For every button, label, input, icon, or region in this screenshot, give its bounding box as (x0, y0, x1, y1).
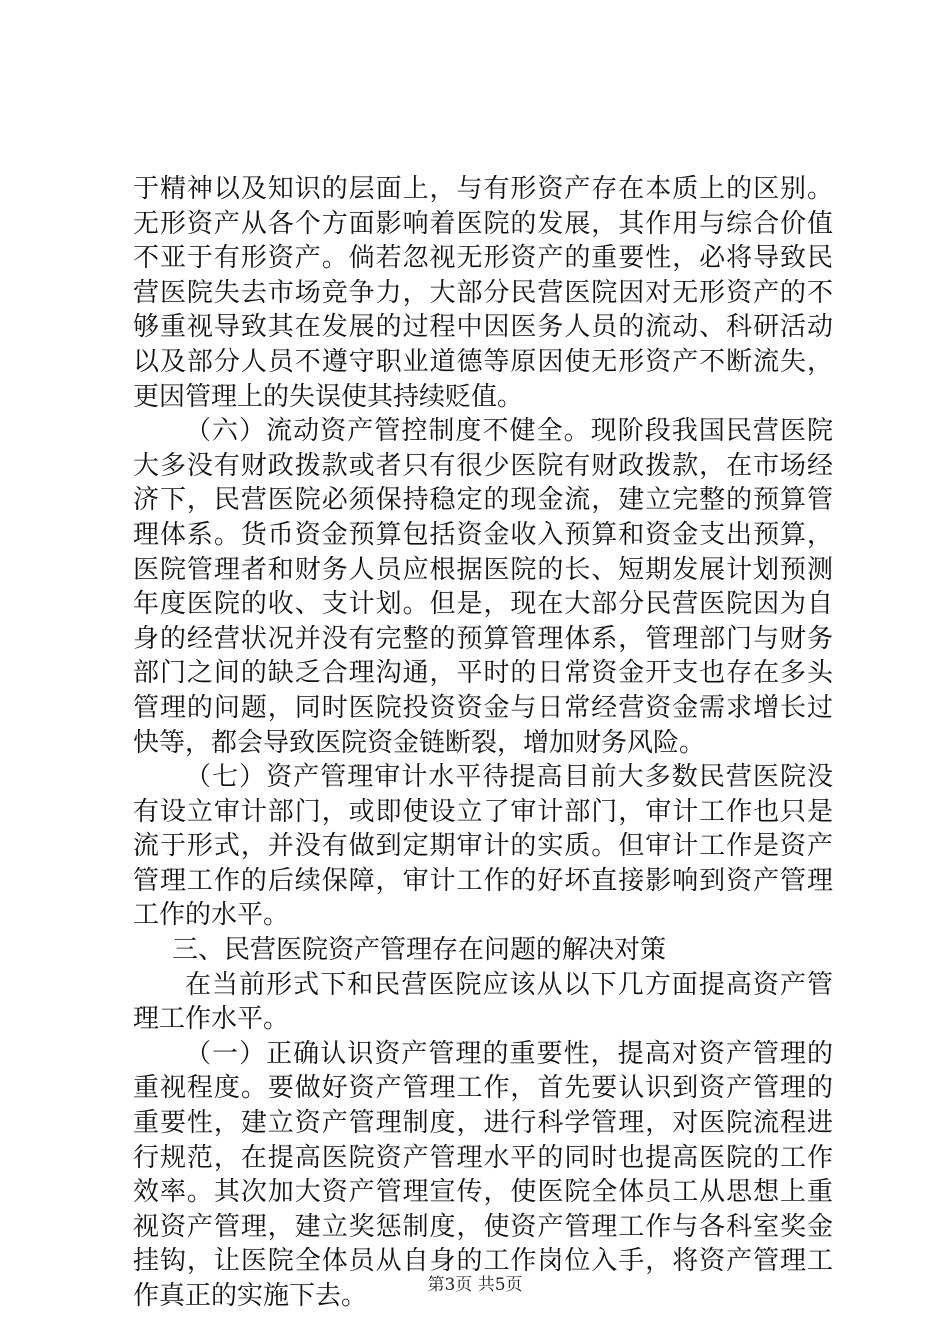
paragraph-importance-of-asset-management: （一）正确认识资产管理的重要性，提高对资产管理的重视程度。要做好资产管理工作，首先要认识到资产管理的重要性，建立资产管理制度，进行科学管理，对医院流程进行规范，在提高医院资产管理水平的同时也提高医院的工作效率。其次加大资产管理宣传，使医院全体员工从思想上重视资产管理，建立奖惩制度，使资产管理工作与各科室奖金挂钩，让医院全体员从自身的工作岗位入手，将资产管理工作真正的实施下去。 (133, 1038, 833, 1311)
page-number-footer: 第3页 共5页 (427, 1275, 523, 1295)
paragraph-solutions-intro: 在当前形式下和民营医院应该从以下几方面提高资产管理工作水平。 (133, 969, 833, 1035)
paragraph-intangible-assets: 于精神以及知识的层面上，与有形资产存在本质上的区别。无形资产从各个方面影响着医院的发展，其作用与综合价值不亚于有形资产。倘若忽视无形资产的重要性，必将导致民营医院失去市场竞争力，大部分民营医院因对无形资产的不够重视导致其在发展的过程中因医务人员的流动、科研活动以及部分人员不遵守职业道德等原因使无形资产不断流失，更因管理上的失误使其持续贬值。 (133, 174, 833, 412)
paragraph-current-assets-control: （六）流动资产管控制度不健全。现阶段我国民营医院大多没有财政拨款或者只有很少医院有财政拨款，在市场经济下，民营医院必须保持稳定的现金流，建立完整的预算管理体系。货币资金预算包括资金收入预算和资金支出预算，医院管理者和财务人员应根据医院的长、短期发展计划预测年度医院的收、支计划。但是，现在大部分民营医院因为自身的经营状况并没有完整的预算管理体系，管理部门与财务部门之间的缺乏合理沟通，平时的日常资金开支也存在多头管理的问题，同时医院投资资金与日常经营资金需求增长过快等，都会导致医院资金链断裂，增加财务风险。 (133, 416, 833, 758)
section-heading-solutions: 三、民营医院资产管理存在问题的解决对策 (172, 935, 667, 966)
document-body (133, 172, 833, 1314)
paragraph-audit-level: （七）资产管理审计水平待提高目前大多数民营医院没有设立审计部门，或即使设立了审计部门，审计工作也只是流于形式，并没有做到定期审计的实质。但审计工作是资产管理工作的后续保障，审计工作的好坏直接影响到资产管理工作的水平。 (133, 762, 833, 931)
